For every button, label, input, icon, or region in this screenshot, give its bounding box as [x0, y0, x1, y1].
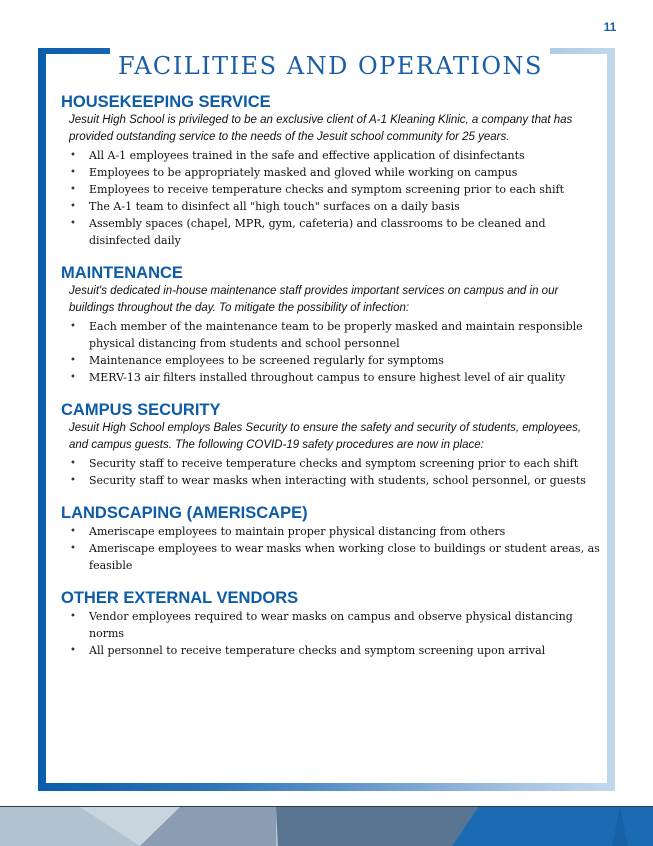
band-facet-dark [276, 807, 478, 846]
list-item-text: All A-1 employees trained in the safe and effective application of disinfectants [89, 149, 525, 162]
list-item-text: Ameriscape employees to maintain proper physical distancing from others [89, 525, 506, 538]
list-item-text: Security staff to wear masks when interacting with students, school personnel, or guests [89, 474, 586, 487]
bullet-icon: • [70, 372, 76, 383]
section-heading: OTHER EXTERNAL VENDORS [61, 589, 299, 607]
section-heading: LANDSCAPING (AMERISCAPE) [61, 504, 308, 522]
content-area [61, 92, 601, 673]
list-item [61, 215, 601, 249]
page-title: FACILITIES AND OPERATIONS [118, 52, 543, 81]
list-item [61, 181, 601, 198]
bullet-list [61, 523, 601, 574]
bullet-icon: • [70, 645, 76, 656]
bullet-list [61, 455, 601, 489]
section-heading: CAMPUS SECURITY [61, 401, 221, 419]
bullet-icon: • [70, 150, 76, 161]
list-item [61, 608, 601, 642]
bullet-list [61, 318, 601, 386]
list-item-text: Vendor employees required to wear masks on campus and observe physical distancing norms [89, 610, 573, 640]
bullet-list [61, 608, 601, 659]
list-item [61, 472, 601, 489]
list-item [61, 369, 601, 386]
list-item-text: Maintenance employees to be screened regularly for symptoms [89, 354, 444, 367]
section-maintenance [61, 263, 601, 386]
section-campus-security [61, 400, 601, 489]
section-intro: Jesuit High School employs Bales Security to ensure the safety and security of students, employees, and campus guests. The following COVID-19 safety procedures are now in place: [69, 422, 582, 451]
list-item [61, 198, 601, 215]
section-intro: Jesuit's dedicated in-house maintenance staff provides important services on campus and in our buildings throughout the day. To mitigate the possibility of infection: [69, 285, 559, 314]
list-item-text: The A-1 team to disinfect all "high touch" surfaces on a daily basis [89, 200, 460, 213]
bullet-icon: • [70, 218, 76, 229]
list-item-text: MERV-13 air filters installed throughout campus to ensure highest level of air quality [89, 371, 566, 384]
bullet-icon: • [70, 611, 76, 622]
section-intro: Jesuit High School is privileged to be an exclusive client of A-1 Kleaning Klinic, a company that has provided outstanding service to the needs of the Jesuit school community for 25 years. [69, 114, 573, 143]
bullet-list [61, 147, 601, 249]
list-item [61, 455, 601, 472]
list-item-text: Employees to receive temperature checks and symptom screening prior to each shift [89, 183, 565, 196]
list-item-text: All personnel to receive temperature checks and symptom screening upon arrival [89, 644, 546, 657]
list-item [61, 523, 601, 540]
section-landscaping [61, 503, 601, 574]
list-item [61, 642, 601, 659]
list-item-text: Each member of the maintenance team to be properly masked and maintain responsible physical distancing from students and school personnel [89, 320, 583, 350]
bullet-icon: • [70, 526, 76, 537]
bullet-icon: • [70, 355, 76, 366]
list-item [61, 540, 601, 574]
bullet-icon: • [70, 458, 76, 469]
list-item-text: Ameriscape employees to wear masks when working close to buildings or student areas, as feasible [89, 542, 600, 572]
bullet-icon: • [70, 184, 76, 195]
bullet-icon: • [70, 201, 76, 212]
list-item [61, 147, 601, 164]
list-item [61, 352, 601, 369]
list-item [61, 318, 601, 352]
list-item [61, 164, 601, 181]
bullet-icon: • [70, 321, 76, 332]
list-item-text: Employees to be appropriately masked and gloved while working on campus [89, 166, 518, 179]
section-housekeeping [61, 92, 601, 249]
list-item-text: Security staff to receive temperature checks and symptom screening prior to each shift [89, 457, 579, 470]
section-heading: HOUSEKEEPING SERVICE [61, 93, 271, 111]
bullet-icon: • [70, 543, 76, 554]
bullet-icon: • [70, 475, 76, 486]
footer-decorative-band [0, 806, 653, 846]
page-number: 11 [603, 20, 617, 34]
footer-polygons [0, 807, 653, 846]
section-external-vendors [61, 588, 601, 659]
bullet-icon: • [70, 167, 76, 178]
section-heading: MAINTENANCE [61, 264, 183, 282]
list-item-text: Assembly spaces (chapel, MPR, gym, cafeteria) and classrooms to be cleaned and disinfected daily [89, 217, 546, 247]
